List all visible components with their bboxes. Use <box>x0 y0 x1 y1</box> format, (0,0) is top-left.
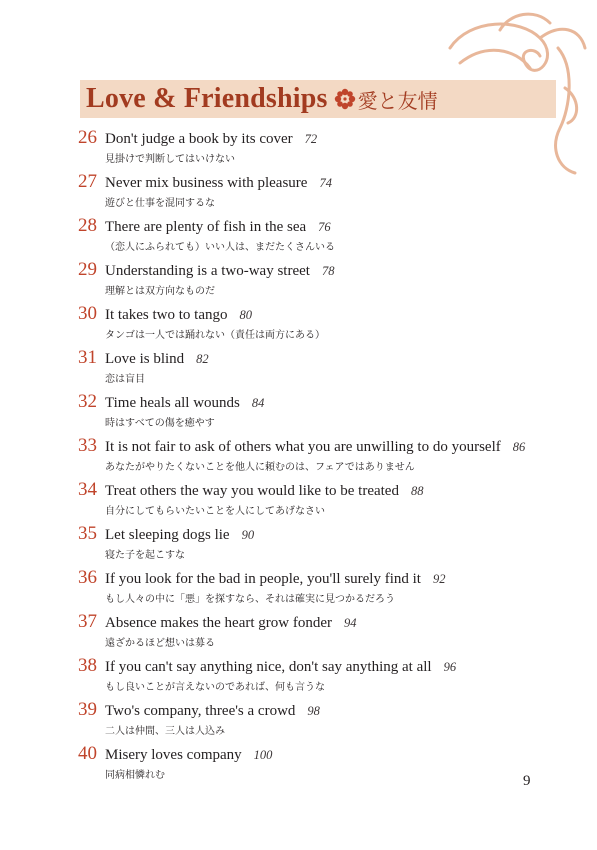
entry-translation: （恋人にふられても）いい人は、まだたくさんいる <box>105 242 335 253</box>
entry-page: 90 <box>241 528 255 542</box>
list-item[interactable] <box>78 699 578 737</box>
list-item[interactable] <box>78 655 578 693</box>
entry-title: Don't judge a book by its cover <box>105 131 293 147</box>
entry-page: 100 <box>253 748 273 762</box>
entry-page: 92 <box>432 572 446 586</box>
entry-title: If you can't say anything nice, don't say anything at all <box>105 659 432 675</box>
entry-translation: 理解とは双方向なものだ <box>105 286 215 297</box>
entry-translation: 見掛けで判断してはいけない <box>105 154 235 165</box>
flower-icon <box>334 88 356 110</box>
entry-translation: 寝た子を起こすな <box>105 550 185 561</box>
entry-page: 98 <box>307 704 320 718</box>
entry-page: 72 <box>304 132 318 146</box>
page-number: 9 <box>523 773 531 789</box>
entry-number: 39 <box>78 699 97 720</box>
list-item[interactable] <box>78 611 578 649</box>
list-item[interactable] <box>78 435 578 473</box>
entry-translation: 自分にしてもらいたいことを人にしてあげなさい <box>105 506 325 517</box>
entry-number: 33 <box>78 435 97 456</box>
entry-number: 27 <box>78 171 97 192</box>
entry-number: 34 <box>78 479 97 500</box>
entry-title: Treat others the way you would like to be treated <box>105 483 399 499</box>
entry-number: 31 <box>78 347 97 368</box>
list-item[interactable] <box>78 215 578 253</box>
entry-title: Let sleeping dogs lie <box>105 527 230 543</box>
entry-translation: 遠ざかるほど想いは募る <box>105 638 215 649</box>
entry-translation: もし良いことが言えないのであれば、何も言うな <box>105 682 325 693</box>
list-item[interactable] <box>78 127 578 165</box>
entry-number: 26 <box>78 127 97 148</box>
list-item[interactable] <box>78 743 578 781</box>
entry-title: Absence makes the heart grow fonder <box>105 615 332 631</box>
section-title: Love & Friendships <box>86 83 328 114</box>
entry-page: 84 <box>251 396 265 410</box>
entry-page: 76 <box>318 220 331 234</box>
entry-number: 32 <box>78 391 97 412</box>
entry-title: Never mix business with pleasure <box>105 175 308 191</box>
entry-title: It is not fair to ask of others what you are unwilling to do yourself <box>105 439 501 455</box>
entry-number: 30 <box>78 303 97 324</box>
entry-page: 82 <box>196 352 209 366</box>
entry-page: 88 <box>410 484 424 498</box>
entry-title: Love is blind <box>105 351 185 367</box>
entry-translation: タンゴは一人では踊れない（責任は両方にある） <box>105 330 325 341</box>
entry-translation: 二人は仲間、三人は人込み <box>105 726 225 737</box>
entry-page: 94 <box>344 616 357 630</box>
list-item[interactable] <box>78 479 578 517</box>
list-item[interactable] <box>78 567 578 605</box>
list-item[interactable] <box>78 347 578 385</box>
entry-number: 28 <box>78 215 97 236</box>
entry-number: 29 <box>78 259 97 280</box>
list-item[interactable] <box>78 391 578 429</box>
entry-page: 80 <box>239 308 252 322</box>
entry-page: 74 <box>319 176 332 190</box>
entry-title: It takes two to tango <box>105 307 228 323</box>
entry-title: Understanding is a two-way street <box>105 263 310 279</box>
section-header <box>86 80 438 118</box>
list-item[interactable] <box>78 171 578 209</box>
entry-page: 78 <box>321 264 335 278</box>
list-item[interactable] <box>78 303 578 341</box>
list-item[interactable] <box>78 259 578 297</box>
entry-page: 96 <box>443 660 457 674</box>
entry-page: 86 <box>512 440 526 454</box>
entry-title: Misery loves company <box>105 747 242 763</box>
entry-title: Two's company, three's a crowd <box>105 703 296 719</box>
entry-number: 35 <box>78 523 97 544</box>
entry-title: Time heals all wounds <box>105 395 240 411</box>
entry-translation: 遊びと仕事を混同するな <box>105 198 215 209</box>
entry-translation: もし人々の中に「悪」を探すなら、それは確実に見つかるだろう <box>105 594 395 605</box>
entry-number: 38 <box>78 655 97 676</box>
list-item[interactable] <box>78 523 578 561</box>
entry-title: If you look for the bad in people, you'll surely find it <box>105 571 421 587</box>
entry-title: There are plenty of fish in the sea <box>105 219 307 235</box>
entry-translation: 同病相憐れむ <box>105 770 165 781</box>
entry-number: 40 <box>78 743 97 764</box>
entry-translation: 恋は盲目 <box>105 374 145 385</box>
entry-translation: あなたがやりたくないことを他人に頼むのは、フェアではありません <box>105 462 415 473</box>
section-title-jp: 愛と友情 <box>357 88 438 113</box>
entry-number: 37 <box>78 611 97 632</box>
entry-number: 36 <box>78 567 97 588</box>
entry-translation: 時はすべての傷を癒やす <box>105 418 215 429</box>
